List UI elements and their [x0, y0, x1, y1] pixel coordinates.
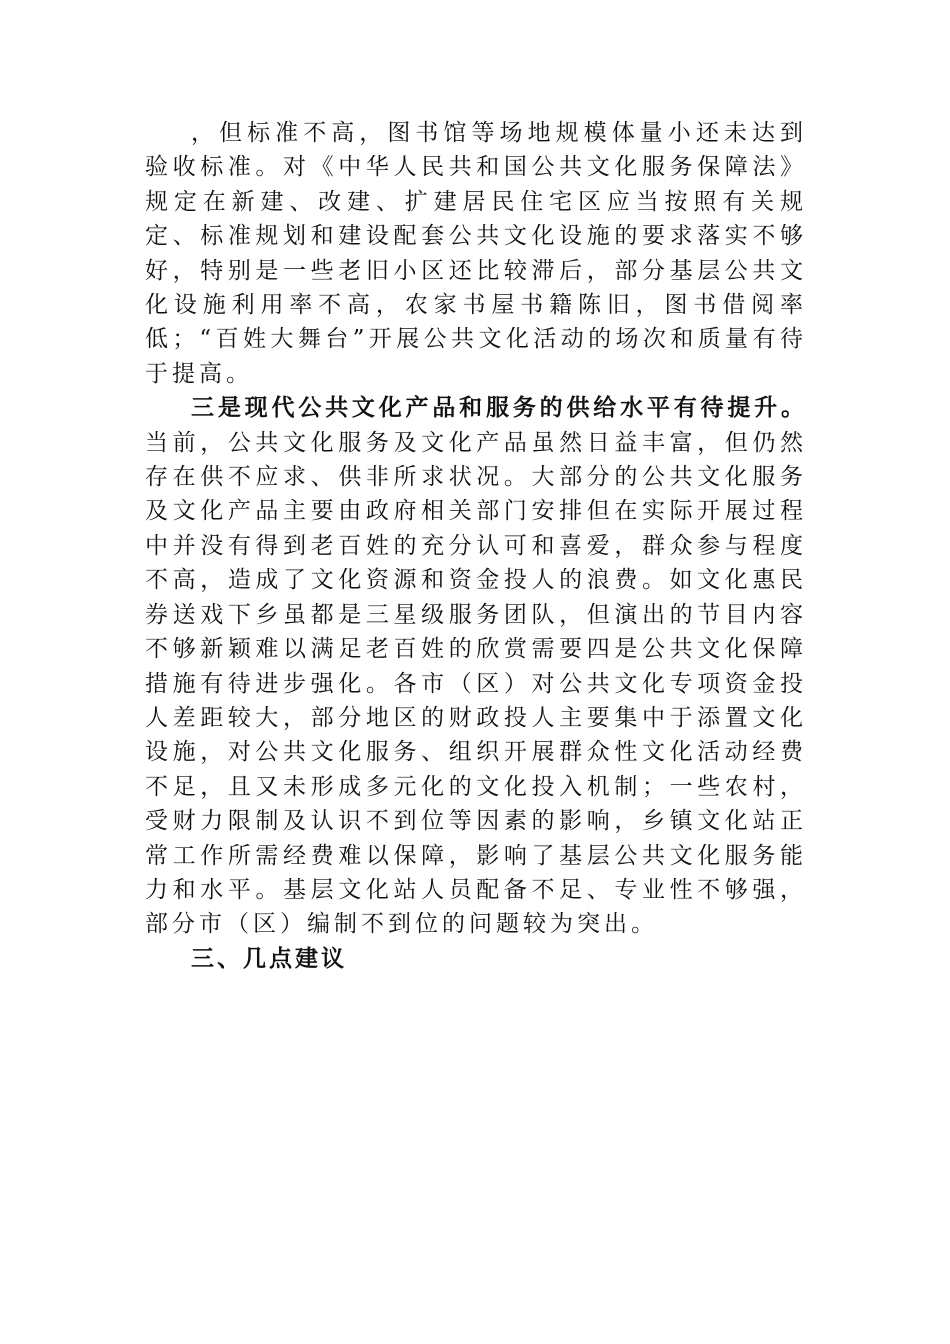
paragraph-supply [145, 391, 807, 942]
section-heading-suggestions: 三、几点建议 [191, 945, 347, 972]
paragraph-lead-bold: 三是现代公共文化产品和服务的供给水平有待提升。 [191, 395, 807, 422]
document-body [145, 116, 807, 976]
paragraph-supply-body: 当前，公共文化服务及文化产品虽然日益丰富，但仍然存在供不应求、供非所求状况。大部分的公共文化服务及文化产品主要由政府相关部门安排但在实际开展过程中并没有得到老百姓的充分认可和喜爱，群众参与程度不高，造成了文化资源和资金投人的浪费。如文化惠民券送戏下乡虽都是三星级服务团队，但演出的节目内容不够新颖难以满足老百姓的欣赏需要四是公共文化保障措施有待进步强化。各市（区）对公共文化专项资金投人差距较大，部分地区的财政投人主要集中于添置文化设施，对公共文化服务、组织开展群众性文化活动经费不足，且又未形成多元化的文化投入机制；一些农村，受财力限制及认识不到位等因素的影响，乡镇文化站正常工作所需经费难以保障，影响了基层公共文化服务能力和水平。基层文化站人员配备不足、专业性不够强，部分市（区）编制不到位的问题较为突出。 [145, 429, 807, 938]
paragraph-facilities: ，但标准不高，图书馆等场地规模体量小还未达到验收标准。对《中华人民共和国公共文化服务保障法》规定在新建、改建、扩建居民住宅区应当按照有关规定、标准规划和建设配套公共文化设施的要求落实不够好，特别是一些老旧小区还比较滞后，部分基层公共文化设施利用率不高，农家书屋书籍陈旧，图书借阅率低；“百姓大舞台”开展公共文化活动的场次和质量有待于提高。 [145, 120, 807, 387]
